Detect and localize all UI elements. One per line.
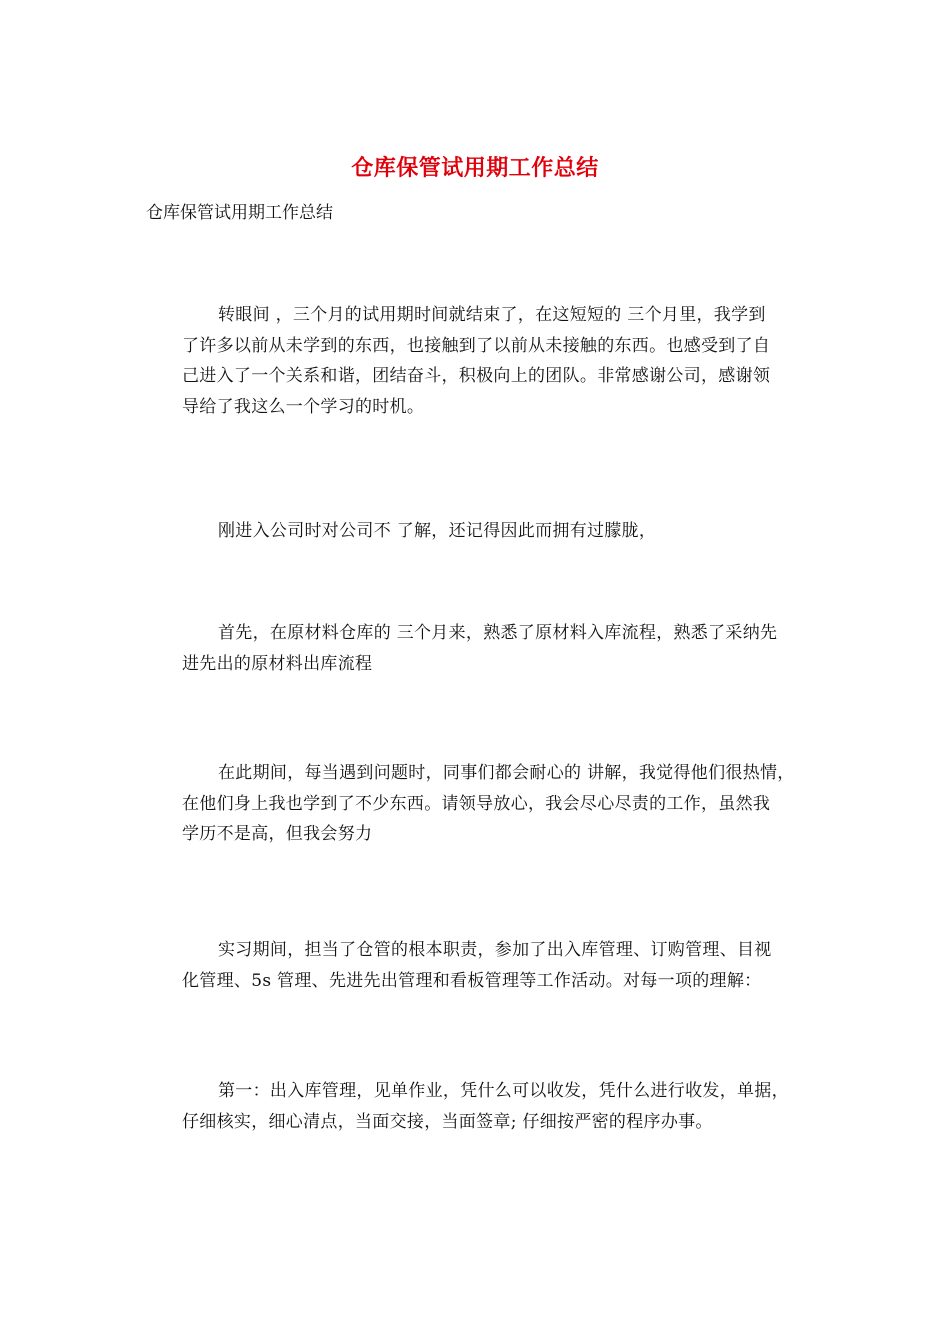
paragraph-line: 实习期间，担当了仓管的根本职责，参加了出入库管理、订购管理、目视 — [218, 940, 772, 960]
paragraph-line: 进先出的原材料出库流程 — [182, 653, 373, 674]
paragraph-line: 第一：出入库管理，见单作业，凭什么可以收发，凭什么进行收发，单据， — [218, 1081, 789, 1101]
paragraph-line: 转眼间 ，三个月的试用期时间就结束了，在这短短的 三个月里，我学到 — [218, 305, 766, 325]
paragraph-line: 在此期间，每当遇到问题时，同事们都会耐心的 讲解，我觉得他们很热情， — [218, 763, 795, 783]
paragraph-line: 刚进入公司时对公司不 了解，还记得因此而拥有过朦胧， — [218, 521, 657, 541]
paragraph-1 — [146, 300, 822, 422]
paragraph-5 — [146, 935, 822, 996]
paragraph-line: 己进入了一个关系和谐，团结奋斗，积极向上的团队。非常感谢公司，感谢领 — [182, 366, 771, 386]
paragraph-2 — [146, 516, 822, 547]
paragraph-3 — [146, 618, 822, 679]
paragraph-6 — [146, 1076, 822, 1137]
paragraph-4 — [146, 758, 822, 850]
paragraph-line: 导给了我这么一个学习的时机。 — [182, 396, 425, 417]
paragraph-line: 首先，在原材料仓库的 三个月来，熟悉了原材料入库流程，熟悉了采纳先 — [218, 623, 778, 643]
document-subtitle: 仓库保管试用期工作总结 — [146, 203, 333, 223]
paragraph-line: 化管理、5s 管理、先进先出管理和看板管理等工作活动。对每一项的理解： — [182, 970, 762, 991]
paragraph-line: 学历不是高，但我会努力 — [182, 824, 373, 844]
paragraph-line: 了许多以前从未学到的东西，也接触到了以前从未接触的东西。也感受到了自 — [182, 335, 771, 356]
paragraph-line: 仔细核实，细心清点，当面交接，当面签章; 仔细按严密的程序办事。 — [182, 1111, 713, 1132]
paragraph-line: 在他们身上我也学到了不少东西。请领导放心，我会尽心尽责的工作，虽然我 — [182, 793, 771, 814]
document-title: 仓库保管试用期工作总结 — [351, 155, 599, 181]
